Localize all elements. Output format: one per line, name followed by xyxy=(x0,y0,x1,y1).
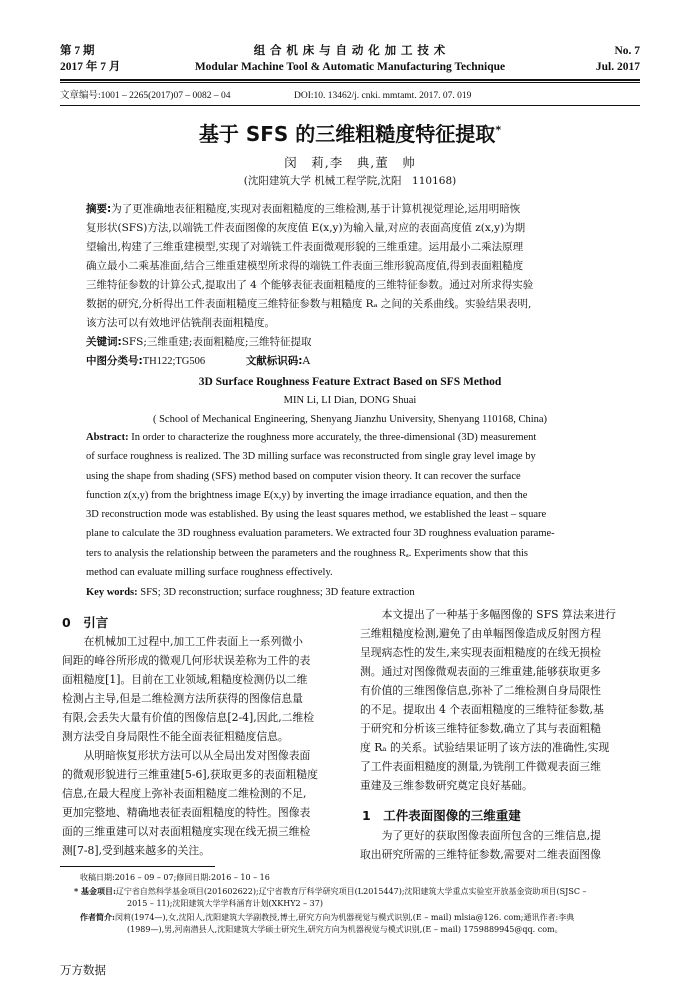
paragraph-line: 面的三维重建可以对表面粗糙度实现在线无损三维检 xyxy=(62,825,311,838)
abstract-cn-line: 复形状(SFS)方法,以端铣工件表面图像的灰度值 E(x,y)为输入量,对应的表面高度值 z(x,y)为期 xyxy=(86,222,526,234)
keywords-en-text: SFS; 3D reconstruction; surface roughness; 3D feature extraction xyxy=(140,587,415,598)
section-0-body xyxy=(62,632,342,860)
paragraph-line: 的微观形貌进行三维重建[5-6],获取更多的表面粗糙度 xyxy=(62,768,318,781)
issue-date-cn: 2017 年 7 月 xyxy=(60,61,121,73)
footnote-rule xyxy=(60,866,215,867)
journal-title-en: Modular Machine Tool & Automatic Manufacturing Technique xyxy=(194,61,506,73)
paragraph-line: 测[7-8],受到越来越多的关注。 xyxy=(62,844,211,857)
paragraph-line: 呈现病态性的发生,来实现表面粗糙度的在线无损检 xyxy=(360,646,601,659)
abstract-en-line: function z(x,y) from the brightness image E(x,y) by inverting the image irradiance equation, and then the xyxy=(86,489,528,501)
abstract-cn xyxy=(86,200,614,333)
paragraph-line: 重建及三维参数研究奠定良好基础。 xyxy=(360,779,533,792)
bio-text-cont: (1989—),男,河南潜县人,沈阳建筑大学硕士研究生,研究方向为机器视觉与模式识别,(E – mail) 1759889945@qq. com。 xyxy=(127,925,563,934)
clc-code: TH122;TG506 xyxy=(142,356,206,367)
paragraph-line: 面粗糙度[1]。目前在工业领域,粗糙度检测仍以二维 xyxy=(62,673,308,686)
fund-text: 辽宁省自然科学基金项目(201602622);辽宁省教育厅科学研究项目(L2015447);沈阳建筑大学重点实验室开放基金资助项目(SJSC – xyxy=(115,886,587,896)
paragraph-line: 了工件表面粗糙度的测量,为铣削工件微观表面三维 xyxy=(360,760,601,773)
bio-label: 作者简介: xyxy=(80,911,115,922)
abstract-cn-label: 摘要: xyxy=(86,203,112,215)
fund-label: * 基金项目: xyxy=(74,885,116,896)
classification xyxy=(86,352,614,371)
paragraph-line: 更加完整地、精确地表征表面粗糙度的特性。图像表 xyxy=(62,806,311,819)
article-number: 文章编号:1001 – 2265(2017)07 – 0082 – 04 xyxy=(60,91,231,101)
section-heading-0: 0 引言 xyxy=(62,615,109,630)
authors-en: MIN Li, LI Dian, DONG Shuai xyxy=(283,395,417,406)
fund-line xyxy=(60,885,645,899)
abstract-cn-line: 望输出,构建了三维重建模型,实现了对端铣工件表面微观形貌的三维重建。运用最小二乘法原理 xyxy=(86,241,524,253)
paragraph-line: 为了更好的获取图像表面所包含的三维信息,提 xyxy=(381,829,601,842)
paragraph-line: 测方法受自身局限性不能全面表征粗糙度信息。 xyxy=(62,730,289,743)
abstract-en-line: of surface roughness is realized. The 3D milling surface was reconstructed from single gray level image by xyxy=(86,451,536,463)
abstract-en xyxy=(86,428,614,582)
abstract-en-line: In order to characterize the roughness more accurately, the three-dimensional (3D) measurement xyxy=(131,432,537,443)
keywords-cn xyxy=(86,333,614,352)
right-column-body xyxy=(360,605,640,795)
title-footnote-mark: * xyxy=(495,123,502,137)
abstract-cn-line: 数据的研究,分析得出工件表面粗糙度三维特征参数与粗糙度 Rₐ 之间的关系曲线。实验结果表明, xyxy=(86,298,532,310)
abstract-cn-line: 该方法可以有效地评估铣削表面粗糙度。 xyxy=(86,317,275,329)
paragraph-line: 度 Rₐ 的关系。试验结果证明了该方法的准确性,实现 xyxy=(360,741,610,754)
received-date: 收稿日期:2016 – 09 – 07;修回日期:2016 – 10 – 16 xyxy=(80,873,270,882)
issue-number-en: No. 7 xyxy=(614,45,640,57)
paragraph-line: 从明暗恢复形状方法可以从全局出发对图像表面 xyxy=(83,749,311,762)
keywords-cn-text: SFS;三维重建;表面粗糙度;三维特征提取 xyxy=(121,336,312,348)
paragraph-line: 在机械加工过程中,加工工件表面上一系列微小 xyxy=(83,635,303,648)
clc-label: 中图分类号: xyxy=(86,355,143,367)
abstract-cn-line: 为了更准确地表征粗糙度,实现对表面粗糙度的三维检测,基于计算机视觉理论,运用明暗恢 xyxy=(111,203,521,215)
doi: DOI:10. 13462/j. cnki. mmtamt. 2017. 07. 019 xyxy=(294,91,472,101)
bio-line xyxy=(60,911,645,925)
paragraph-line: 于研究和分析该三维特征参数,确立了其与表面粗糙 xyxy=(360,722,601,735)
affiliation-en: ( School of Mechanical Engineering, Shenyang Jianzhu University, Shenyang 110168, China) xyxy=(152,414,548,425)
paragraph-line: 信息,在最大程度上弥补表面粗糙度二维检测的不足, xyxy=(62,787,307,800)
keywords-en-label: Key words: xyxy=(86,587,138,598)
paragraph-line: 取出研究所需的三维特征参数,需要对二维表面图像 xyxy=(360,848,601,861)
paragraph-line: 三维粗糙度检测,避免了由单幅图像造成反射图方程 xyxy=(360,627,601,640)
abstract-en-line: using the shape from shading (SFS) method based on computer vision theory. It can recover the surface xyxy=(86,470,521,482)
affiliation-cn: (沈阳建筑大学 机械工程学院,沈阳 110168) xyxy=(243,175,457,187)
watermark: 万方数据 xyxy=(60,963,106,977)
keywords-en xyxy=(86,583,614,602)
paragraph-line: 有限,会丢失大量有价值的图像信息[2-4],因此,二维检 xyxy=(62,711,315,724)
fund-text-cont: 2015 – 11);沈阳建筑大学学科涵育计划(XKHY2 – 37) xyxy=(127,899,323,908)
paragraph-line: 有价值的三维图像信息,弥补了二维检测自身局限性 xyxy=(360,684,601,697)
abstract-cn-line: 三维特征参数的计算公式,提取出了 4 个能够表征表面粗糙度的三维特征参数。通过对所求得实验 xyxy=(86,279,534,291)
paragraph-line: 本文提出了一种基于多幅图像的 SFS 算法来进行 xyxy=(381,608,616,621)
doc-code: A xyxy=(302,355,311,367)
abstract-en-line: ters to analysis the relationship between the parameters and the roughness Rₐ. Experiments show that this xyxy=(86,547,529,559)
header-rule xyxy=(60,79,640,81)
abstract-en-line: 3D reconstruction mode was established. By using the least squares method, we established the least – square xyxy=(86,509,547,521)
bio-text: 闵莉(1974—),女,沈阳人,沈阳建筑大学副教授,博士,研究方向为机器视觉与模式识别,(E – mail) mlsia@126. com;通讯作者:李典 xyxy=(114,912,575,922)
issue-date-en: Jul. 2017 xyxy=(595,61,640,73)
paragraph-line: 检测占主导,但是二维检测方法所获得的图像信息量 xyxy=(62,692,303,705)
issue-number-cn: 第 7 期 xyxy=(60,45,95,57)
abstract-cn-line: 确立最小二乘基准面,结合三维重建模型所求得的端铣工件表面三维形貌高度值,得到表面粗糙度 xyxy=(86,260,524,272)
paper-title-text: 基于 SFS 的三维粗糙度特征提取 xyxy=(198,122,496,146)
keywords-cn-label: 关键词: xyxy=(86,336,122,348)
paragraph-line: 测。通过对图像微观表面的三维重建,能够获取更多 xyxy=(360,665,601,678)
abstract-en-line: plane to calculate the 3D roughness evaluation parameters. We extracted four 3D roughness evaluation parame- xyxy=(86,528,555,540)
paragraph-line: 的不足。提取出 4 个表面粗糙度的三维特征参数,基 xyxy=(360,703,604,716)
paper-title xyxy=(60,118,640,147)
header-rule-thin xyxy=(60,82,640,83)
title-en: 3D Surface Roughness Feature Extract Based on SFS Method xyxy=(198,376,502,388)
section-heading-1: 1 工件表面图像的三维重建 xyxy=(362,808,521,823)
journal-title-cn: 组 合 机 床 与 自 动 化 加 工 技 术 xyxy=(253,45,447,57)
footnotes xyxy=(60,872,645,937)
section-1-body xyxy=(360,826,640,864)
doc-code-label: 文献标识码: xyxy=(245,355,303,367)
paragraph-line: 间距的峰谷所形成的微观几何形状误差称为工件的表 xyxy=(62,654,311,667)
authors-cn: 闵 莉,李 典,董 帅 xyxy=(284,155,416,170)
abstract-en-label: Abstract: xyxy=(86,432,129,443)
meta-rule xyxy=(60,105,640,106)
abstract-en-line: method can evaluate milling surface roughness effectively. xyxy=(86,567,333,579)
